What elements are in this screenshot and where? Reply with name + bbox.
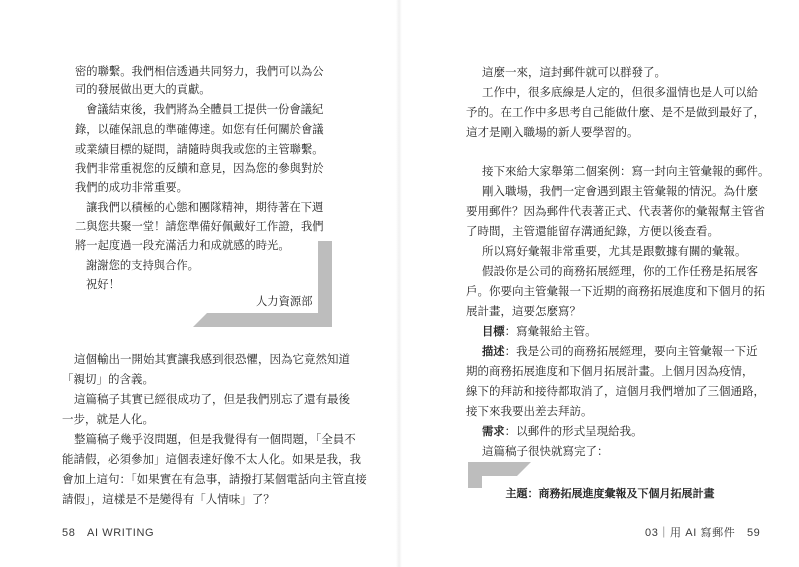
desc-label: 描述 [482, 345, 505, 358]
desc-line [482, 342, 758, 361]
need-line [482, 422, 643, 441]
page-footer: 58 AI WRITING [62, 527, 155, 539]
body-line: 這才是剛入職場的新人要學習的。 [466, 125, 639, 139]
body-line: 這麼一來，這封郵件就可以群發了。 [482, 65, 666, 79]
goal-text: ：寫彙報給主管。 [504, 324, 597, 338]
email-line: 錄，以確保訊息的準確傳達。如您有任何關於會議 [75, 123, 324, 136]
body-line: 請假」，這樣是不是變得有「人情味」了？ [62, 492, 275, 506]
email-line: 讓我們以積極的心態和團隊精神，期待著在下週 [86, 201, 324, 214]
bracket-decoration [218, 313, 332, 327]
body-line: 會加上這句：「如果實在有急事，請撥打某個電話向主管直接 [62, 472, 367, 486]
email-line: 祝好！ [86, 278, 120, 291]
email-line: 將一起度過一段充滿活力和成就感的時光。 [75, 239, 290, 252]
need-label: 需求 [482, 425, 505, 438]
desc-text: ：我是公司的商務拓展經理，要向主管彙報一下近 [504, 344, 758, 358]
email-subject: 主題：商務拓展進度彙報及下個月拓展計畫 [505, 487, 715, 500]
body-line: 「親切」的含義。 [62, 372, 154, 386]
email-line: 密的聯繫。我們相信透過共同努力，我們可以為公 [75, 65, 324, 78]
body-line: 戶。你要向主管彙報一下近期的商務拓展進度和下個月的拓 [466, 284, 765, 298]
email-line: 謝謝您的支持與合作。 [86, 259, 199, 272]
body-line: 所以寫好彙報非常重要，尤其是跟數據有關的彙報。 [482, 244, 747, 258]
body-line: 工作中，很多底線是人定的，但很多溫情也是人可以給 [482, 85, 758, 99]
body-line: 一步，就是人化。 [62, 412, 154, 426]
page-footer: 03｜用 AI 寫郵件 59 [645, 527, 761, 539]
body-line: 了時間，主管還能留存溝通紀錄，方便以後查看。 [466, 224, 719, 238]
body-line: 展計畫，這要怎麼寫？ [466, 304, 581, 318]
email-line: 我們的成功非常重要。 [75, 181, 188, 194]
desc-line: 線下的拜訪和接待都取消了，這個月我們增加了三個通路， [466, 384, 765, 398]
body-line: 這篇稿子其實已經很成功了，但是我們別忘了還有最後 [74, 392, 350, 406]
left-page [0, 0, 399, 567]
desc-line: 期的商務拓展進度和下個月拓展計畫。上個月因為疫情， [466, 364, 754, 378]
goal-label: 目標 [482, 325, 505, 338]
email-line: 二與您共聚一堂！請您準備好佩戴好工作證，我們 [75, 220, 324, 233]
email-line: 會議結束後，我們將為全體員工提供一份會議紀 [86, 103, 324, 116]
email-line: 我們非常重視您的反饋和意見，因為您的參與對於 [75, 162, 324, 175]
body-line: 能請假，必須參加」這個表達好像不太人化。如果是我，我 [62, 452, 361, 466]
body-line: 這篇稿子很快就寫完了： [482, 444, 609, 458]
email-line: 或業績目標的疑問，請隨時與我或您的主管聯繫。 [75, 143, 324, 156]
email-signature: 人力資源部 [256, 295, 313, 308]
body-line: 假設你是公司的商務拓展經理，你的工作任務是拓展客 [482, 264, 758, 278]
desc-line: 接下來我要出差去拜訪。 [466, 404, 593, 418]
goal-line [482, 322, 597, 341]
body-line: 整篇稿子幾乎沒問題，但是我覺得有一個問題，「全員不 [74, 432, 356, 446]
body-line: 予的。在工作中多思考自己能做什麼、是不是做到最好了， [466, 105, 765, 119]
email-line: 司的發展做出更大的貢獻。 [75, 83, 211, 96]
body-line: 接下來給大家舉第二個案例：寫一封向主管彙報的郵件。 [482, 164, 770, 178]
need-text: ：以郵件的形式呈現給我。 [504, 424, 643, 438]
body-line: 要用郵件？因為郵件代表著正式、代表著你的彙報幫主管省 [466, 204, 765, 218]
body-line: 剛入職場，我們一定會遇到跟主管彙報的情況。為什麼 [482, 184, 758, 198]
body-line: 這個輸出一開始其實讓我感到很恐懼，因為它竟然知道 [74, 352, 350, 366]
